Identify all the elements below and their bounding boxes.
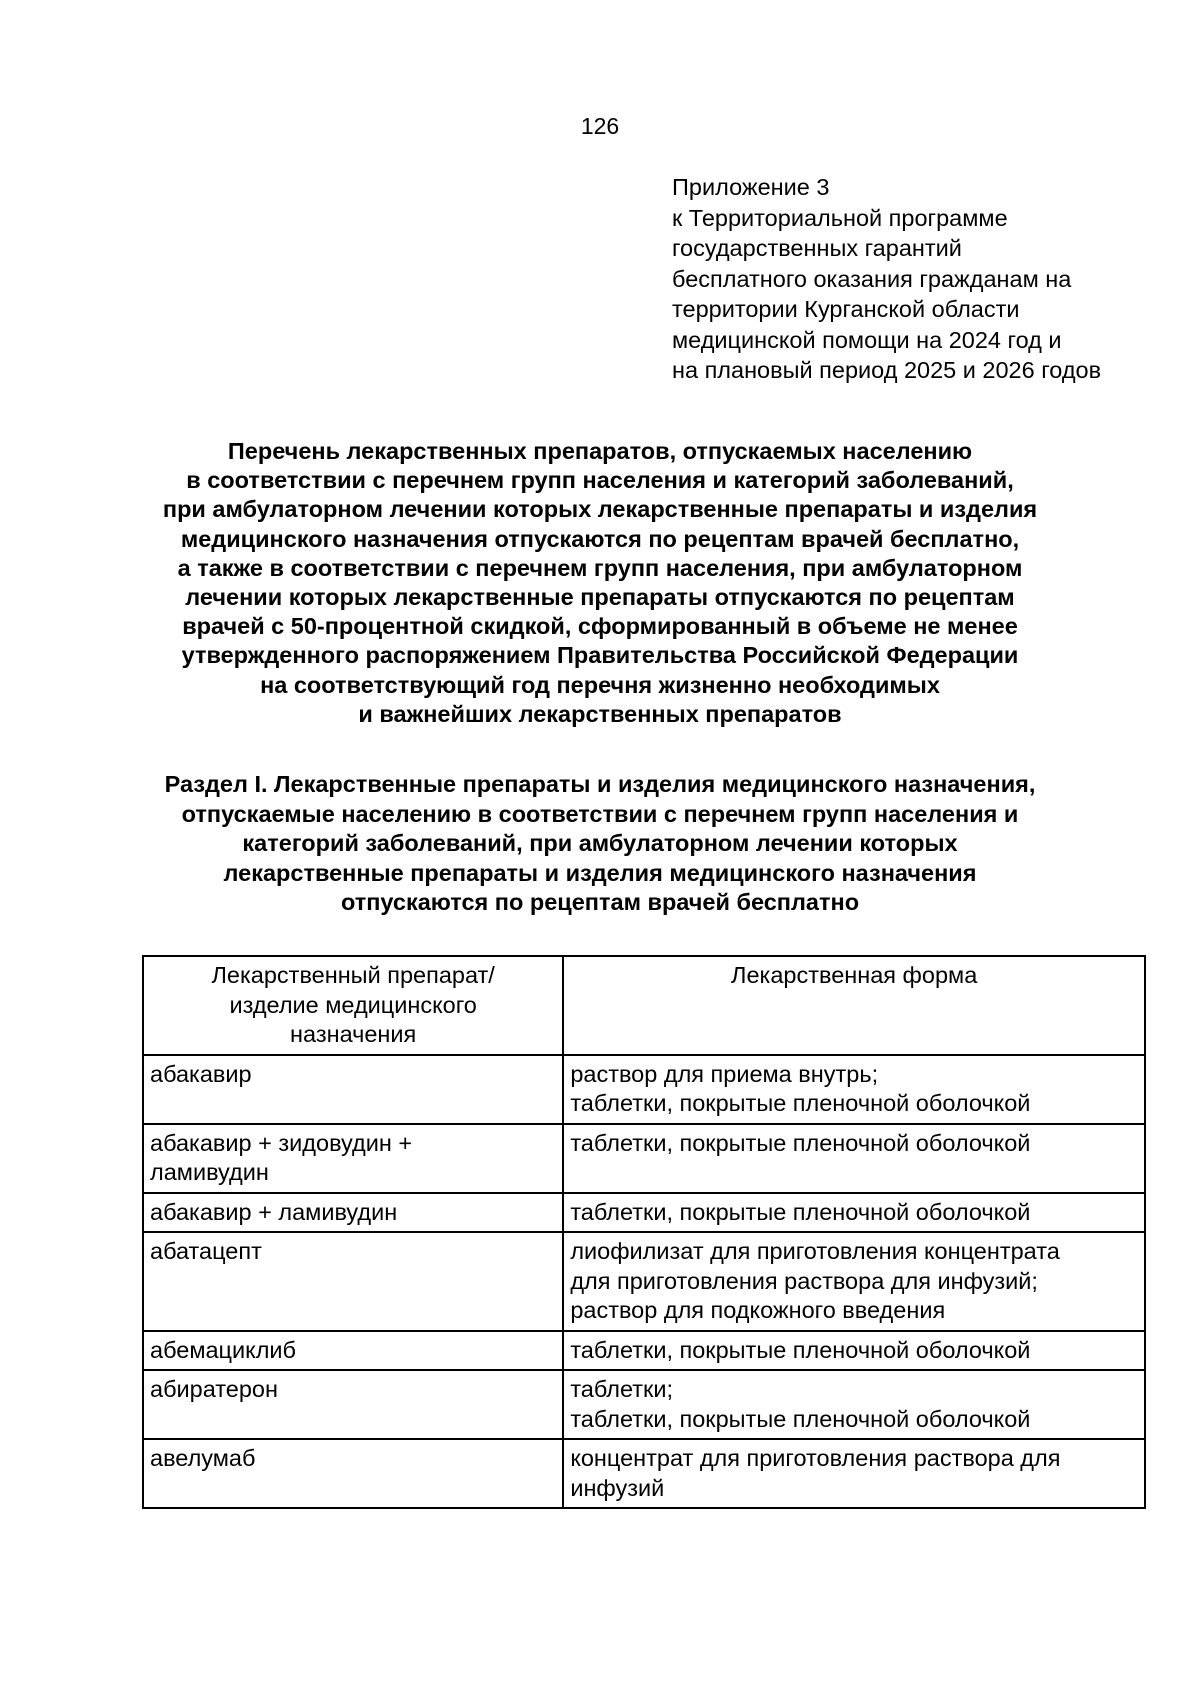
title-line: и важнейших лекарственных препаратов bbox=[358, 700, 842, 727]
cell-dosage-form bbox=[563, 1055, 1145, 1124]
title-line: лечении которых лекарственные препараты отпускаются по рецептам bbox=[185, 584, 1015, 611]
cell-line: абакавир + зидовудин + bbox=[150, 1129, 413, 1156]
section-title bbox=[100, 770, 1100, 918]
cell-drug-name bbox=[143, 1232, 563, 1331]
cell-line: ламивудин bbox=[150, 1159, 269, 1185]
appendix-line: государственных гарантий bbox=[672, 235, 962, 261]
cell-dosage-form bbox=[563, 1439, 1145, 1508]
cell-dosage-form bbox=[563, 1331, 1145, 1371]
cell-line: абакавир + ламивудин bbox=[150, 1198, 398, 1225]
cell-line: абатацепт bbox=[150, 1238, 262, 1264]
appendix-line: медицинской помощи на 2024 год и bbox=[672, 326, 1062, 353]
cell-line: раствор для подкожного введения bbox=[570, 1297, 946, 1323]
cell-line: таблетки, покрытые пленочной оболочкой bbox=[570, 1336, 1031, 1363]
cell-line: абиратерон bbox=[150, 1376, 278, 1402]
section-title-line: Раздел I. Лекарственные препараты и изделия медицинского назначения, bbox=[164, 771, 1036, 797]
cell-dosage-form bbox=[563, 1193, 1145, 1233]
cell-dosage-form bbox=[563, 1232, 1145, 1331]
document-title bbox=[100, 437, 1100, 729]
cell-line: таблетки, покрытые пленочной оболочкой bbox=[570, 1129, 1031, 1156]
header-line: Лекарственный препарат/ bbox=[211, 962, 495, 988]
appendix-line: территории Курганской области bbox=[672, 296, 1020, 322]
cell-line: концентрат для приготовления раствора для bbox=[570, 1445, 1061, 1471]
table-row bbox=[143, 1193, 1145, 1233]
cell-drug-name bbox=[143, 1331, 563, 1371]
table-row bbox=[143, 1232, 1145, 1331]
table-header-row bbox=[143, 956, 1145, 1055]
table-row bbox=[143, 1055, 1145, 1124]
cell-line: таблетки, покрытые пленочной оболочкой bbox=[570, 1198, 1031, 1225]
cell-line: таблетки, покрытые пленочной оболочкой bbox=[570, 1405, 1031, 1432]
title-line: утвержденного распоряжением Правительства Российской Федерации bbox=[181, 642, 1019, 669]
header-line: назначения bbox=[290, 1021, 417, 1047]
header-drug-name bbox=[143, 956, 563, 1055]
cell-line: раствор для приема внутрь; bbox=[570, 1060, 879, 1087]
cell-line: лиофилизат для приготовления концентрата bbox=[570, 1238, 1060, 1264]
title-line: на соответствующий год перечня жизненно необходимых bbox=[260, 671, 940, 698]
cell-dosage-form bbox=[563, 1370, 1145, 1439]
appendix-line: Приложение 3 bbox=[672, 174, 830, 200]
section-title-line: отпускаемые населению в соответствии с перечнем групп населения и bbox=[181, 800, 1019, 827]
header-dosage-form bbox=[563, 956, 1145, 1055]
appendix-block bbox=[672, 172, 1172, 386]
table-row bbox=[143, 1331, 1145, 1371]
appendix-line: бесплатного оказания гражданам на bbox=[672, 265, 1072, 292]
cell-line: таблетки, покрытые пленочной оболочкой bbox=[570, 1090, 1031, 1116]
table-row bbox=[143, 1439, 1145, 1508]
title-line: Перечень лекарственных препаратов, отпускаемых населению bbox=[227, 438, 973, 464]
cell-drug-name bbox=[143, 1124, 563, 1193]
cell-dosage-form bbox=[563, 1124, 1145, 1193]
cell-line: авелумаб bbox=[150, 1445, 256, 1471]
title-line: в соответствии с перечнем групп населения и категорий заболеваний, bbox=[186, 467, 1014, 494]
cell-drug-name bbox=[143, 1370, 563, 1439]
title-line: врачей с 50-процентной скидкой, сформированный в объеме не менее bbox=[182, 613, 1018, 640]
cell-line: таблетки; bbox=[570, 1376, 673, 1402]
cell-line: абемациклиб bbox=[150, 1336, 296, 1363]
page-number: 126 bbox=[580, 113, 620, 139]
table-row bbox=[143, 1124, 1145, 1193]
section-title-line: категорий заболеваний, при амбулаторном лечении которых bbox=[242, 830, 958, 856]
cell-drug-name bbox=[143, 1439, 563, 1508]
section-title-line: лекарственные препараты и изделия медицинского назначения bbox=[223, 859, 977, 886]
table-row bbox=[143, 1370, 1145, 1439]
title-line: а также в соответствии с перечнем групп населения, при амбулаторном bbox=[177, 554, 1023, 581]
appendix-line: на плановый период 2025 и 2026 годов bbox=[672, 357, 1102, 383]
title-line: медицинского назначения отпускаются по рецептам врачей бесплатно, bbox=[180, 525, 1020, 552]
cell-line: абакавир bbox=[150, 1060, 252, 1087]
header-line: Лекарственная форма bbox=[731, 962, 978, 988]
title-line: при амбулаторном лечении которых лекарственные препараты и изделия bbox=[162, 496, 1038, 523]
section-title-line: отпускаются по рецептам врачей бесплатно bbox=[340, 889, 860, 915]
header-line: изделие медицинского bbox=[229, 991, 477, 1018]
cell-drug-name bbox=[143, 1055, 563, 1124]
cell-drug-name bbox=[143, 1193, 563, 1233]
cell-line: для приготовления раствора для инфузий; bbox=[570, 1267, 1038, 1294]
appendix-line: к Территориальной программе bbox=[672, 204, 1008, 231]
drug-table bbox=[142, 955, 1146, 1509]
cell-line: инфузий bbox=[570, 1474, 665, 1501]
